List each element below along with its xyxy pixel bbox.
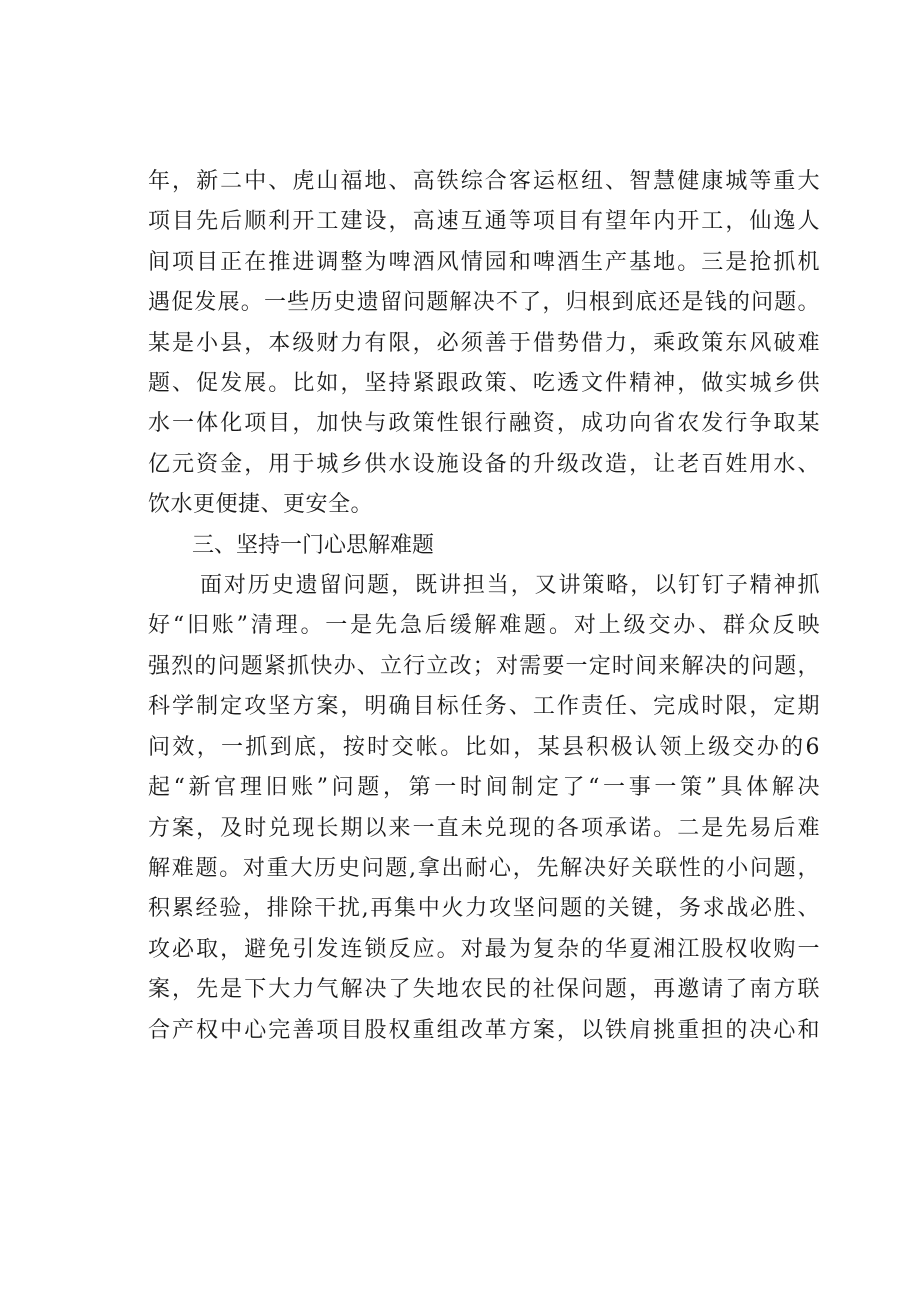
paragraph-line: 案，先是下大力气解决了失地农民的社保问题，再邀请了南方联 [148,977,820,1003]
paragraph-line: 攻必取，避免引发连锁反应。对最为复杂的华夏湘江股权收购一 [148,936,820,962]
paragraph-line: 问效，一抓到底，按时交帐。比如，某县积极认领上级交办的6 [148,734,820,760]
paragraph-line: 起“新官理旧账”问题，第一时间制定了“一事一策”具体解决 [148,775,820,801]
paragraph-line: 间项目正在推进调整为啤酒风情园和啤酒生产基地。三是抢抓机 [148,249,820,275]
paragraph-line: 合产权中心完善项目股权重组改革方案，以铁肩挑重担的决心和 [148,1017,820,1043]
paragraph-line: 亿元资金，用于城乡供水设施设备的升级改造，让老百姓用水、 [148,451,820,477]
paragraph-line: 水一体化项目，加快与政策性银行融资，成功向省农发行争取某 [148,411,820,437]
paragraph-line: 解难题。对重大历史问题,拿出耐心，先解决好关联性的小问题， [148,855,820,881]
paragraph-line: 饮水更便捷、更安全。 [148,492,374,518]
paragraph-line: 题、促发展。比如，坚持紧跟政策、吃透文件精神，做实城乡供 [148,371,820,397]
paragraph-line: 年，新二中、虎山福地、高铁综合客运枢纽、智慧健康城等重大 [148,169,820,194]
paragraph-line: 科学制定攻坚方案，明确目标任务、工作责任、完成时限，定期 [148,694,820,720]
paragraph-line: 项目先后顺利开工建设，高速互通等项目有望年内开工，仙逸人 [148,209,820,235]
paragraph-line: 方案，及时兑现长期以来一直未兑现的各项承诺。二是先易后难 [148,815,820,841]
document-body [148,162,820,1051]
paragraph-line: 好“旧账”清理。一是先急后缓解难题。对上级交办、群众反映 [148,613,820,639]
paragraph-line: 积累经验，排除干扰,再集中火力攻坚问题的关键，务求战必胜、 [148,896,820,922]
paragraph-line: 面对历史遗留问题，既讲担当，又讲策略，以钉钉子精神抓 [200,573,820,599]
paragraph-line: 某是小县，本级财力有限，必须善于借势借力，乘政策东风破难 [148,330,820,356]
paragraph-line: 强烈的问题紧抓快办、立行立改；对需要一定时间来解决的问题， [148,653,820,679]
section-heading: 三、坚持一门心思解难题 [192,532,435,558]
paragraph-line: 遇促发展。一些历史遗留问题解决不了，归根到底还是钱的问题。 [148,290,820,316]
